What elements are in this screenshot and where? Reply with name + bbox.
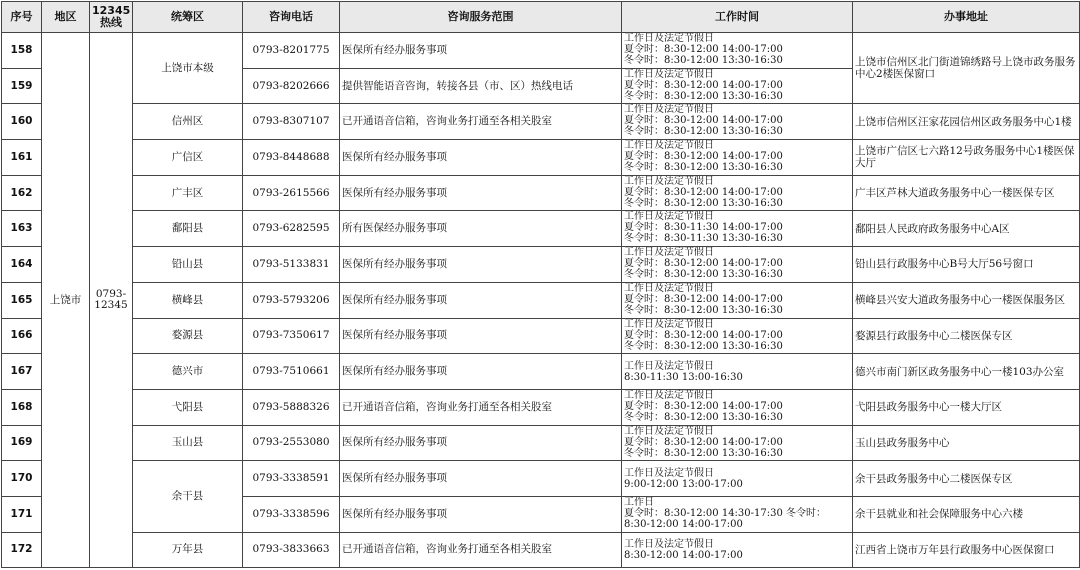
hours-line: 工作日及法定节假日 <box>624 425 714 437</box>
header-district: 统筹区 <box>133 2 243 33</box>
phone-cell: 0793-8202666 <box>243 68 340 104</box>
row-seq: 171 <box>2 496 42 532</box>
address-cell: 鄱阳县人民政府政务服务中心A区 <box>853 211 1080 247</box>
hours-line: 工作日及法定节假日 <box>624 175 714 187</box>
hours-cell <box>622 389 853 425</box>
row-seq: 169 <box>2 425 42 461</box>
table-row <box>2 354 1080 390</box>
table-row <box>2 389 1080 425</box>
scope-cell: 医保所有经办服务事项 <box>340 33 622 69</box>
row-seq: 158 <box>2 33 42 69</box>
hours-line: 冬令时：8:30-12:00 13:30-16:30 <box>624 197 783 209</box>
phone-cell: 0793-7510661 <box>243 354 340 390</box>
row-seq: 163 <box>2 211 42 247</box>
table-row <box>2 425 1080 461</box>
district-cell: 广丰区 <box>133 175 243 211</box>
phone-cell: 0793-8448688 <box>243 140 340 176</box>
hours-cell <box>622 104 853 140</box>
scope-cell: 医保所有经办服务事项 <box>340 175 622 211</box>
scope-cell: 医保所有经办服务事项 <box>340 247 622 283</box>
scope-cell: 医保所有经办服务事项 <box>340 140 622 176</box>
row-seq: 161 <box>2 140 42 176</box>
address-cell: 玉山县政务服务中心 <box>853 425 1080 461</box>
hours-cell <box>622 425 853 461</box>
row-seq: 162 <box>2 175 42 211</box>
hours-line: 工作日及法定节假日 <box>624 318 714 330</box>
hours-cell <box>622 461 853 497</box>
table-row <box>2 33 1080 69</box>
hours-line: 夏令时：8:30-11:30 14:00-17:00 <box>624 222 783 234</box>
phone-cell: 0793-5888326 <box>243 389 340 425</box>
hours-cell <box>622 211 853 247</box>
hours-line: 8:30-11:30 13:00-16:30 <box>624 371 743 383</box>
address-cell: 德兴市南门新区政务服务中心一楼103办公室 <box>853 354 1080 390</box>
address-cell: 江西省上饶市万年县行政服务中心医保窗口 <box>853 532 1080 568</box>
table-row <box>2 140 1080 176</box>
scope-cell: 医保所有经办服务事项 <box>340 461 622 497</box>
hours-cell <box>622 282 853 318</box>
district-cell: 弋阳县 <box>133 389 243 425</box>
address-cell: 余干县政务服务中心二楼医保专区 <box>853 461 1080 497</box>
scope-cell: 已开通语音信箱，咨询业务打通至各相关股室 <box>340 104 622 140</box>
row-seq: 165 <box>2 282 42 318</box>
address-cell: 弋阳县政务服务中心一楼大厅区 <box>853 389 1080 425</box>
hours-line: 夏令时：8:30-12:00 14:00-17:00 <box>624 258 783 270</box>
scope-cell: 医保所有经办服务事项 <box>340 318 622 354</box>
address-cell: 上饶市广信区七六路12号政务服务中心1楼医保大厅 <box>853 140 1080 176</box>
hours-line: 冬令时：8:30-12:00 13:30-16:30 <box>624 269 783 281</box>
phone-cell: 0793-3338591 <box>243 461 340 497</box>
phone-cell: 0793-7350617 <box>243 318 340 354</box>
table-row <box>2 175 1080 211</box>
hours-line: 夏令时：8:30-12:00 14:00-17:00 <box>624 115 783 127</box>
hours-line: 工作日及法定节假日 <box>624 104 714 116</box>
phone-cell: 0793-5793206 <box>243 282 340 318</box>
header-phone: 咨询电话 <box>243 2 340 33</box>
hours-line: 冬令时：8:30-12:00 13:30-16:30 <box>624 90 783 102</box>
district-cell: 婺源县 <box>133 318 243 354</box>
table-row <box>2 282 1080 318</box>
phone-cell: 0793-3833663 <box>243 532 340 568</box>
header-seq: 序号 <box>2 2 42 33</box>
district-cell: 余干县 <box>133 461 243 532</box>
scope-cell: 已开通语音信箱，咨询业务打通至各相关股室 <box>340 532 622 568</box>
header-hotline: 12345热线 <box>90 2 133 33</box>
hours-line: 夏令时：8:30-12:00 14:00-17:00 <box>624 329 783 341</box>
hours-line: 工作日及法定节假日 <box>624 140 714 152</box>
address-cell: 铅山县行政服务中心B号大厅56号窗口 <box>853 247 1080 283</box>
district-cell: 广信区 <box>133 140 243 176</box>
table-row <box>2 318 1080 354</box>
district-cell: 德兴市 <box>133 354 243 390</box>
hours-line: 工作日及法定节假日 <box>624 360 714 372</box>
hours-cell <box>622 496 853 532</box>
phone-cell: 0793-2553080 <box>243 425 340 461</box>
address-cell: 上饶市信州区汪家花园信州区政务服务中心1楼 <box>853 104 1080 140</box>
hours-cell <box>622 532 853 568</box>
hours-line: 工作日及法定节假日 <box>624 282 714 294</box>
phone-cell: 0793-5133831 <box>243 247 340 283</box>
hours-line: 冬令时：8:30-12:00 13:30-16:30 <box>624 162 783 174</box>
phone-cell: 0793-8201775 <box>243 33 340 69</box>
hours-line: 夏令时：8:30-12:00 14:00-17:00 <box>624 151 783 163</box>
hours-line: 夏令时：8:30-12:00 14:00-17:00 <box>624 400 783 412</box>
hours-line: 冬令时：8:30-12:00 13:30-16:30 <box>624 340 783 352</box>
header-region: 地区 <box>42 2 90 33</box>
hours-line: 夏令时：8:30-12:00 14:30-17:30 冬令时：8:30-12:00 14:00-17:00 <box>624 507 827 530</box>
hours-line: 夏令时：8:30-12:00 14:00-17:00 <box>624 79 783 91</box>
service-table <box>1 1 1080 568</box>
hours-line: 工作日及法定节假日 <box>624 247 714 259</box>
scope-cell: 提供智能语音咨询，转接各县（市、区）热线电话 <box>340 68 622 104</box>
hours-cell <box>622 247 853 283</box>
hours-line: 冬令时：8:30-11:30 13:30-16:30 <box>624 233 783 245</box>
hours-line: 冬令时：8:30-12:00 13:30-16:30 <box>624 304 783 316</box>
hours-cell <box>622 68 853 104</box>
table-row <box>2 104 1080 140</box>
header-scope: 咨询服务范围 <box>340 2 622 33</box>
phone-cell: 0793-6282595 <box>243 211 340 247</box>
row-seq: 166 <box>2 318 42 354</box>
header-row <box>2 2 1080 33</box>
phone-cell: 0793-8307107 <box>243 104 340 140</box>
address-cell: 横峰县兴安大道政务服务中心一楼医保服务区 <box>853 282 1080 318</box>
district-cell: 横峰县 <box>133 282 243 318</box>
address-cell: 婺源县行政服务中心二楼医保专区 <box>853 318 1080 354</box>
hours-line: 夏令时：8:30-12:00 14:00-17:00 <box>624 293 783 305</box>
hours-line: 工作日及法定节假日 <box>624 68 714 80</box>
hours-cell <box>622 175 853 211</box>
hours-line: 工作日 <box>624 496 654 508</box>
address-cell: 广丰区芦林大道政务服务中心一楼医保专区 <box>853 175 1080 211</box>
hours-line: 8:30-12:00 14:00-17:00 <box>624 549 743 561</box>
hours-line: 工作日及法定节假日 <box>624 467 714 479</box>
hours-line: 工作日及法定节假日 <box>624 389 714 401</box>
table-row <box>2 532 1080 568</box>
hours-line: 工作日及法定节假日 <box>624 211 714 223</box>
hours-line: 9:00-12:00 13:00-17:00 <box>624 478 743 490</box>
phone-cell: 0793-2615566 <box>243 175 340 211</box>
region-cell: 上饶市 <box>42 33 90 568</box>
phone-cell: 0793-3338596 <box>243 496 340 532</box>
scope-cell: 医保所有经办服务事项 <box>340 354 622 390</box>
table-row <box>2 211 1080 247</box>
header-hours: 工作时间 <box>622 2 853 33</box>
row-seq: 170 <box>2 461 42 497</box>
hours-line: 工作日及法定节假日 <box>624 33 714 44</box>
hours-line: 冬令时：8:30-12:00 13:30-16:30 <box>624 411 783 423</box>
header-address: 办事地址 <box>853 2 1080 33</box>
row-seq: 160 <box>2 104 42 140</box>
hours-line: 夏令时：8:30-12:00 14:00-17:00 <box>624 436 783 448</box>
hotline-cell: 0793-12345 <box>90 33 133 568</box>
district-cell: 鄱阳县 <box>133 211 243 247</box>
row-seq: 168 <box>2 389 42 425</box>
row-seq: 167 <box>2 354 42 390</box>
hours-line: 冬令时：8:30-12:00 13:30-16:30 <box>624 126 783 138</box>
hours-cell <box>622 140 853 176</box>
table-row <box>2 247 1080 283</box>
district-cell: 玉山县 <box>133 425 243 461</box>
scope-cell: 已开通语音信箱，咨询业务打通至各相关股室 <box>340 389 622 425</box>
row-seq: 159 <box>2 68 42 104</box>
district-cell: 信州区 <box>133 104 243 140</box>
hours-cell <box>622 354 853 390</box>
district-cell: 铅山县 <box>133 247 243 283</box>
hours-line: 夏令时：8:30-12:00 14:00-17:00 <box>624 44 783 55</box>
scope-cell: 所有医保经办服务事项 <box>340 211 622 247</box>
table-row <box>2 461 1080 497</box>
row-seq: 172 <box>2 532 42 568</box>
hours-line: 工作日及法定节假日 <box>624 538 714 550</box>
scope-cell: 医保所有经办服务事项 <box>340 282 622 318</box>
hours-line: 冬令时：8:30-12:00 13:30-16:30 <box>624 55 783 66</box>
row-seq: 164 <box>2 247 42 283</box>
hours-cell <box>622 33 853 69</box>
address-cell: 余干县就业和社会保障服务中心六楼 <box>853 496 1080 532</box>
hours-cell <box>622 318 853 354</box>
hours-line: 夏令时：8:30-12:00 14:00-17:00 <box>624 186 783 198</box>
district-cell: 万年县 <box>133 532 243 568</box>
scope-cell: 医保所有经办服务事项 <box>340 425 622 461</box>
scope-cell: 医保所有经办服务事项 <box>340 496 622 532</box>
address-cell: 上饶市信州区北门街道锦绣路号上饶市政务服务中心2楼医保窗口 <box>853 33 1080 104</box>
hours-line: 冬令时：8:30-12:00 13:30-16:30 <box>624 447 783 459</box>
district-cell: 上饶市本级 <box>133 33 243 104</box>
